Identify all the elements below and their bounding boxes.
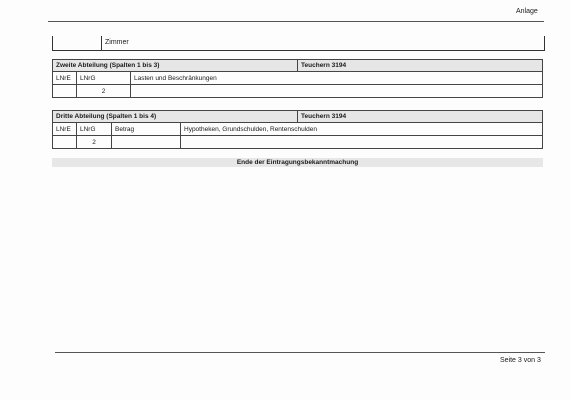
header-rule xyxy=(48,21,544,22)
section2-col-lasten: Lasten und Beschränkungen xyxy=(131,72,543,85)
section3-cell-lnre xyxy=(53,136,77,149)
section3-col-hypotheken: Hypotheken, Grundschulden, Rentenschulden xyxy=(181,123,543,136)
section3-table xyxy=(52,110,543,149)
section2-location: Teuchern 3194 xyxy=(298,60,543,72)
section3-col-lnre: LNrE xyxy=(53,123,77,136)
section3-location: Teuchern 3194 xyxy=(298,111,543,123)
page-number: Seite 3 von 3 xyxy=(500,357,541,364)
section3-title: Dritte Abteilung (Spalten 1 bis 4) xyxy=(53,111,298,123)
footer-rule xyxy=(55,352,545,353)
section3-col-betrag: Betrag xyxy=(112,123,181,136)
section2-column-row xyxy=(53,72,543,85)
section2-title: Zweite Abteilung (Spalten 1 bis 3) xyxy=(53,60,298,72)
table-row xyxy=(53,136,543,149)
section2-col-lnrg: LNrG xyxy=(77,72,131,85)
end-notice: Ende der Eintragungsbekanntmachung xyxy=(52,158,543,167)
section2-header-row xyxy=(53,60,543,72)
table-row xyxy=(53,85,543,98)
section2-cell-lnre xyxy=(53,85,77,98)
header-corner-label: Anlage xyxy=(516,8,538,15)
section2-table xyxy=(52,59,543,98)
section2-cell-lnrg: 2 xyxy=(77,85,131,98)
section3-column-row xyxy=(53,123,543,136)
continuation-row xyxy=(52,36,545,51)
section3-cell-hypotheken xyxy=(181,136,543,149)
section3-header-row xyxy=(53,111,543,123)
section3-cell-lnrg: 2 xyxy=(77,136,112,149)
continuation-separator xyxy=(101,36,102,50)
continuation-label: Zimmer xyxy=(105,39,129,46)
section2-col-lnre: LNrE xyxy=(53,72,77,85)
section3-col-lnrg: LNrG xyxy=(77,123,112,136)
section2-cell-lasten xyxy=(131,85,543,98)
section3-cell-betrag xyxy=(112,136,181,149)
